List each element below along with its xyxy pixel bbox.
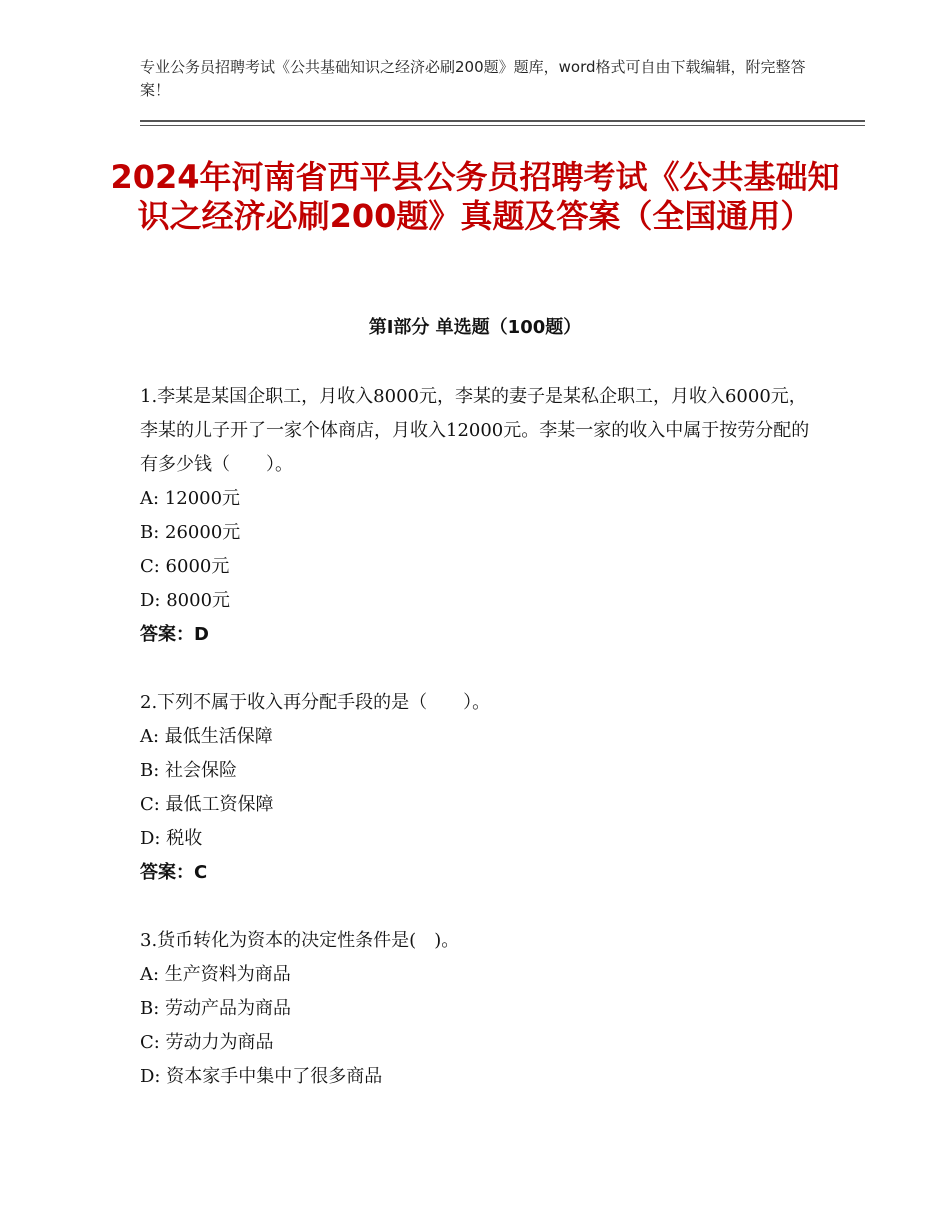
option-a: A: 生产资料为商品	[140, 964, 291, 985]
answer-label: 答案：D	[140, 624, 209, 645]
question-2	[140, 686, 810, 890]
header-rule-thin	[140, 125, 865, 126]
option-b: B: 劳动产品为商品	[140, 998, 292, 1019]
option-a: A: 最低生活保障	[140, 726, 273, 747]
header-rule-thick	[140, 120, 865, 122]
option-c: C: 劳动力为商品	[140, 1032, 274, 1053]
question-3	[140, 924, 810, 1094]
option-d: D: 8000元	[140, 590, 231, 611]
question-1	[140, 380, 810, 652]
question-stem: 3.货币转化为资本的决定性条件是( )。	[140, 930, 460, 951]
header-note: 专业公务员招聘考试《公共基础知识之经济必刷200题》题库，word格式可自由下载编辑，附完整答案！	[140, 58, 806, 99]
option-c: C: 6000元	[140, 556, 230, 577]
question-stem: 1.李某是某国企职工，月收入8000元，李某的妻子是某私企职工，月收入6000元，李某的儿子开了一家个体商店，月收入12000元。李某一家的收入中属于按劳分配的有多少钱（ ）。	[140, 386, 810, 475]
option-d: D: 税收	[140, 828, 203, 849]
question-stem: 2.下列不属于收入再分配手段的是（ ）。	[140, 692, 491, 713]
section-title: 第Ⅰ部分 单选题（100题）	[368, 317, 582, 338]
question-list	[140, 380, 810, 1128]
document-title: 2024年河南省西平县公务员招聘考试《公共基础知识之经济必刷200题》真题及答案（全国通用）	[110, 158, 840, 235]
option-b: B: 社会保险	[140, 760, 238, 781]
option-d: D: 资本家手中集中了很多商品	[140, 1066, 383, 1087]
answer-label: 答案：C	[140, 862, 208, 883]
option-b: B: 26000元	[140, 522, 241, 543]
option-c: C: 最低工资保障	[140, 794, 274, 815]
option-a: A: 12000元	[140, 488, 241, 509]
